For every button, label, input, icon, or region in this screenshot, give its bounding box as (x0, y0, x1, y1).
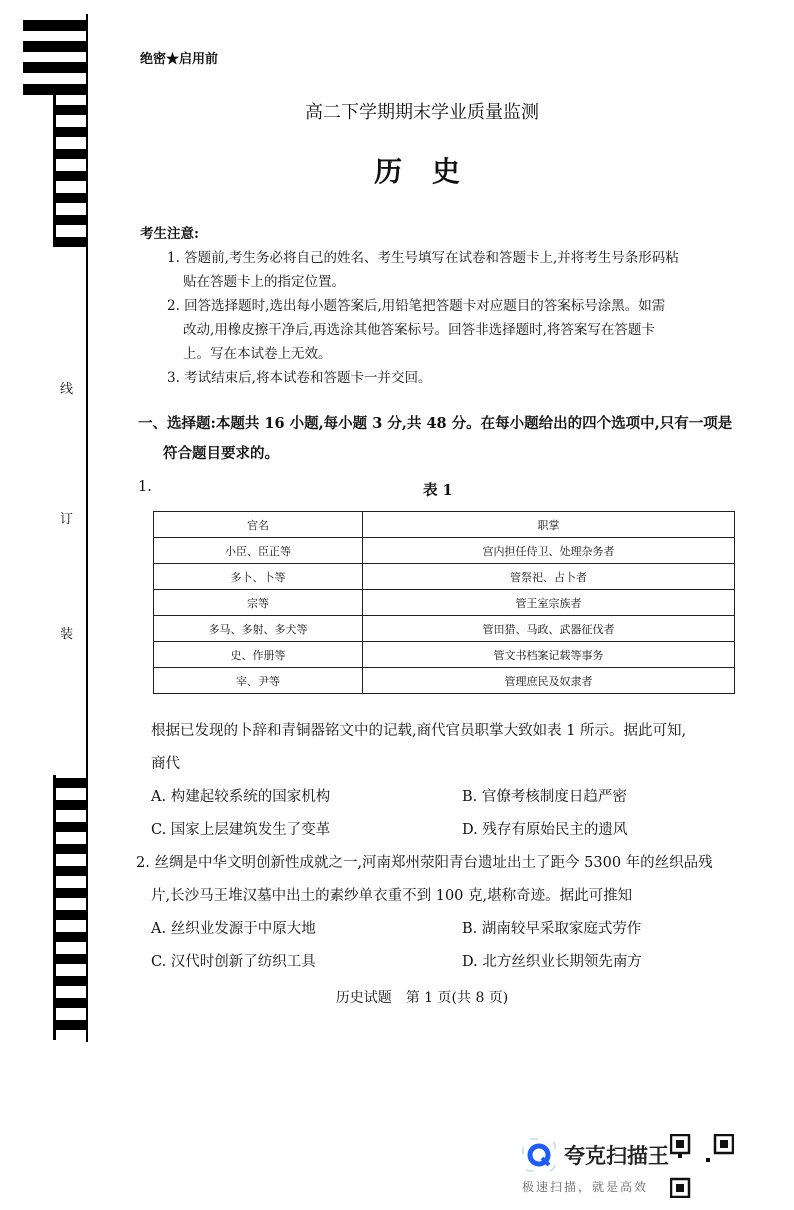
table-cell: 多马、多射、多犬等 (154, 616, 363, 642)
subject-title: 历 史 (374, 155, 470, 188)
exam-title: 高二下学期期末学业质量监测 (305, 102, 539, 123)
q2-option-a: A. 丝织业发源于中原大地 (151, 921, 316, 937)
binding-mark (23, 62, 87, 73)
table-cell: 宰、尹等 (154, 668, 363, 694)
binding-label-bind: 装 (60, 627, 74, 642)
quark-logo-icon (522, 1138, 556, 1172)
page-footer: 历史试题 第 1 页(共 8 页) (335, 990, 509, 1006)
section-heading: 一、选择题:本题共 16 小题,每小题 3 分,共 48 分。在每小题给出的四个选项中,只有一项是 (138, 415, 733, 432)
table-row (154, 616, 735, 642)
binding-mark (53, 237, 87, 247)
binding-mark (53, 888, 87, 898)
binding-mark (53, 193, 87, 203)
binding-mark (53, 822, 87, 832)
q1-stem-cont: 商代 (151, 756, 180, 772)
brand-name: 夸克扫描王 (564, 1144, 669, 1168)
binding-mark (53, 954, 87, 964)
table-cell: 史、作册等 (154, 642, 363, 668)
notice-item: 贴在答题卡上的指定位置。 (183, 274, 345, 290)
q2-option-b: B. 湖南较早采取家庭式劳作 (462, 921, 642, 937)
notice-item: 3. 考试结束后,将本试卷和答题卡一并交回。 (167, 370, 432, 386)
binding-mark (53, 127, 87, 137)
table-cell: 宗等 (154, 590, 363, 616)
table-cell: 管文书档案记载等事务 (363, 642, 735, 668)
notice-item: 上。写在本试卷上无效。 (183, 346, 332, 362)
table-cell: 管理庶民及奴隶者 (363, 668, 735, 694)
q2-stem: 2. 丝绸是中华文明创新性成就之一,河南郑州荥阳青台遗址出土了距今 5300 年的丝织品残 (136, 855, 713, 871)
q2-option-c: C. 汉代时创新了纺织工具 (151, 954, 316, 970)
binding-label-line: 线 (60, 382, 74, 397)
notice-heading: 考生注意: (140, 226, 199, 242)
qr-code-icon (670, 1134, 734, 1198)
q1-option-a: A. 构建起较系统的国家机构 (151, 789, 331, 805)
q1-option-c: C. 国家上层建筑发生了变革 (151, 822, 331, 838)
section-heading-cont: 符合题目要求的。 (163, 445, 279, 462)
q1-option-b: B. 官僚考核制度日趋严密 (462, 789, 627, 805)
table-header: 官名 (154, 512, 363, 538)
table-cell: 多卜、卜等 (154, 564, 363, 590)
table-cell: 宫内担任侍卫、处理杂务者 (363, 538, 735, 564)
q1-stem: 根据已发现的卜辞和青铜器铭文中的记载,商代官员职掌大致如表 1 所示。据此可知, (151, 723, 687, 739)
table-row (154, 538, 735, 564)
table-cell: 管祭祀、占卜者 (363, 564, 735, 590)
question-number: 1. (138, 479, 152, 495)
binding-mark (53, 844, 87, 854)
table-row (154, 590, 735, 616)
q2-option-d: D. 北方丝织业长期领先南方 (462, 954, 642, 970)
binding-mark (53, 932, 87, 942)
binding-mark (23, 41, 87, 52)
confidential-label: 绝密★启用前 (140, 52, 219, 67)
brand-slogan: 极速扫描，就是高效 (522, 1180, 649, 1194)
table-cell: 小臣、臣正等 (154, 538, 363, 564)
binding-mark (53, 215, 87, 225)
officials-table (153, 511, 735, 694)
q1-option-d: D. 残存有原始民主的遗风 (462, 822, 628, 838)
table-cell: 管王室宗族者 (363, 590, 735, 616)
binding-mark (23, 84, 87, 95)
binding-mark (53, 976, 87, 986)
table-cell: 管田猎、马政、武器征伐者 (363, 616, 735, 642)
binding-mark (53, 866, 87, 876)
binding-mark (53, 910, 87, 920)
scanner-watermark (520, 1132, 740, 1200)
q2-stem-cont: 片,长沙马王堆汉墓中出土的素纱单衣重不到 100 克,堪称奇迹。据此可推知 (151, 888, 633, 904)
binding-mark (23, 20, 87, 31)
table-row (154, 642, 735, 668)
table-row (154, 668, 735, 694)
table-title: 表 1 (423, 482, 453, 499)
binding-mark (53, 1020, 87, 1030)
notice-item: 改动,用橡皮擦干净后,再选涂其他答案标号。回答非选择题时,将答案写在答题卡 (183, 322, 655, 338)
binding-mark (53, 800, 87, 810)
table-row (154, 564, 735, 590)
notice-item: 1. 答题前,考生务必将自己的姓名、考生号填写在试卷和答题卡上,并将考生号条形码粘 (167, 250, 679, 266)
notice-item: 2. 回答选择题时,选出每小题答案后,用铅笔把答题卡对应题目的答案标号涂黑。如需 (167, 298, 666, 314)
binding-mark (53, 778, 87, 788)
binding-label-order: 订 (60, 512, 74, 527)
table-header: 职掌 (363, 512, 735, 538)
table-header-row (154, 512, 735, 538)
